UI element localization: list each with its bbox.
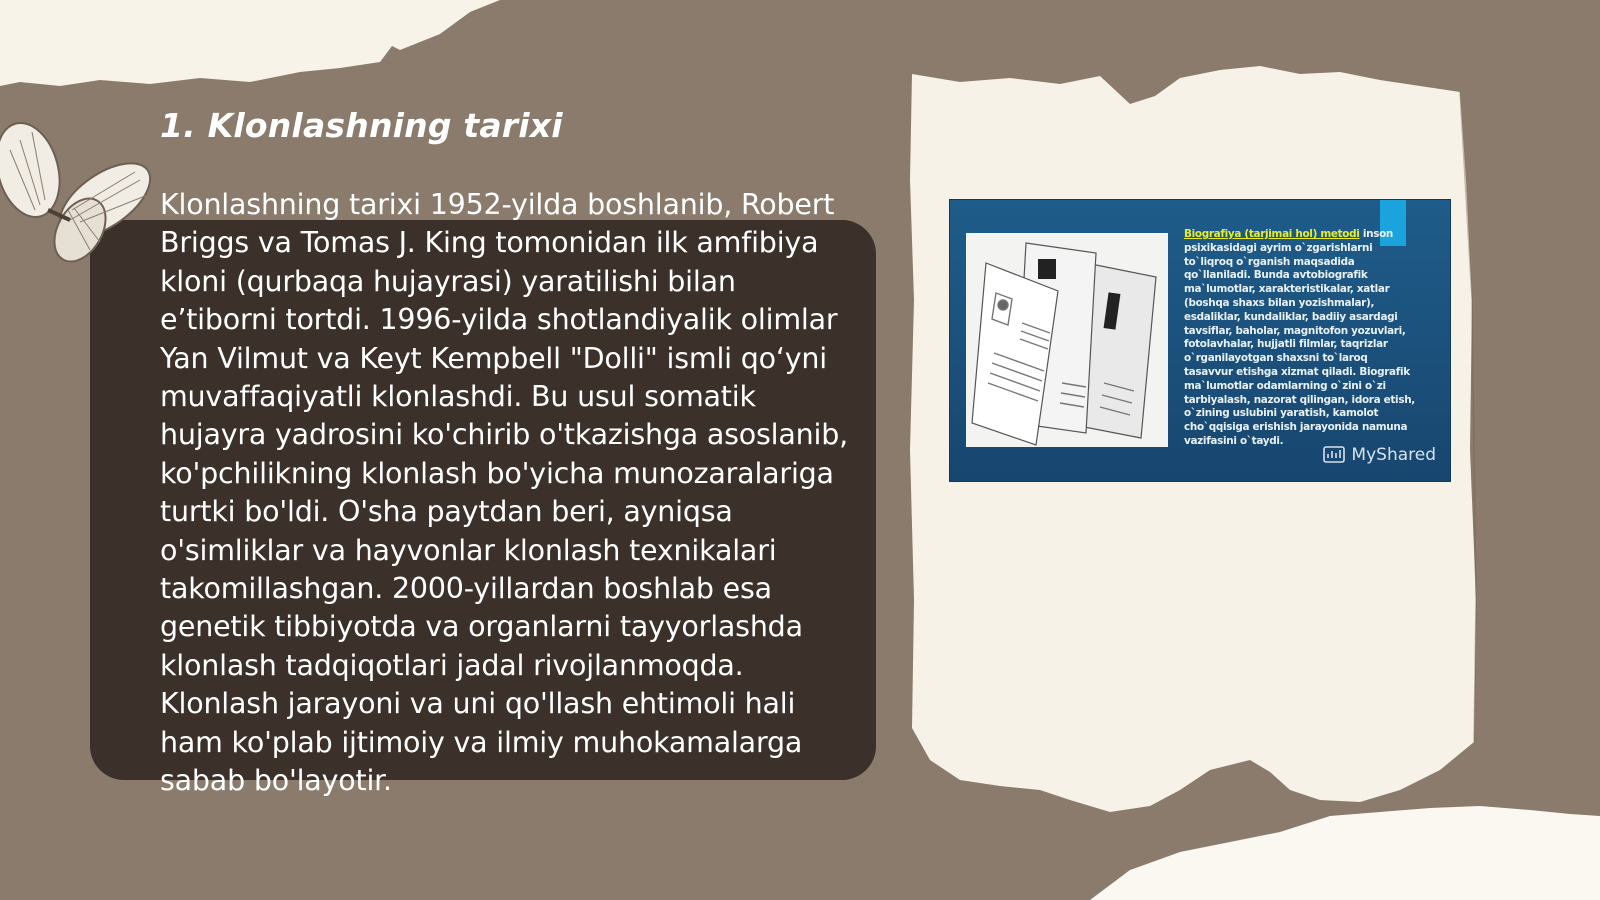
thumbnail-body: inson psixikasidagi ayrim o`zgarishlarni to`liqroq o`rganish maqsadida qo`llaniladi. Bunda avtobiografik ma`lumotlar, xarakteristikalar, xatlar (boshqa shaxs bilan yozishmalar), esdaliklar, kundaliklar, badiiy asardagi tavsiflar, baholar, magnitofon yozuvlari, fotolavhalar, hujjatli filmlar, taqrizlar o`rganilayotgan shaxsni to`laroq tasavvur etishga xizmat qiladi. Biografik ma`lumotlar odamlarning o`zini o`zi tarbiyalash, nazorat qilingan, idora etish, o`zining uslubini yaratish, kamolot cho`qqisiga erishish jarayonida namuna vazifasini o`taydi. bbox=[1184, 228, 1415, 447]
body-paragraph: Klonlashning tarixi 1952-yilda boshlanib, Robert Briggs va Tomas J. King tomonidan ilk amfibiya kloni (qurbaqa hujayrasi) yaratilishi bilan e’tiborni tortdi. 1996-yilda shotlandiyalik olimlar Yan Vilmut va Keyt Kempbell "Dolli" ismli qo‘yni muvaffaqiyatli klonlashdi. Bu usul somatik hujayra yadrosini ko'chirib o'tkazishga asoslanib, ko'pchilikning klonlash bo'yicha munozaralariga turtki bo'ldi. O'sha paytdan beri, ayniqsa o'simliklar va hayvonlar klonlash texnikalari takomillashgan. 2000-yillardan boshlab esa genetik tibbiyotda va organlarni tayyorlashda klonlash tadqiqotlari jadal rivojlanmoqda. Klonlash jarayoni va uni qo'llash ehtimoli hali ham ko'plab ijtimoiy va ilmiy muhokamalarga sabab bo'layotir. bbox=[160, 188, 848, 798]
torn-paper-bottom-right bbox=[1090, 806, 1600, 900]
thumbnail-highlight: Biografiya (tarjimai hol) metodi bbox=[1184, 228, 1360, 240]
document-stack-icon bbox=[966, 233, 1168, 447]
butterfly-icon bbox=[0, 110, 160, 280]
thumbnail-text bbox=[1184, 228, 1416, 449]
watermark-label: MyShared bbox=[1351, 445, 1436, 465]
torn-paper-top-left bbox=[0, 0, 500, 86]
myshared-watermark bbox=[1323, 445, 1436, 465]
slide-title: 1. Klonlashning tarixi bbox=[160, 106, 563, 145]
myshared-logo-icon bbox=[1323, 445, 1345, 465]
slide-thumbnail-image bbox=[950, 200, 1450, 481]
